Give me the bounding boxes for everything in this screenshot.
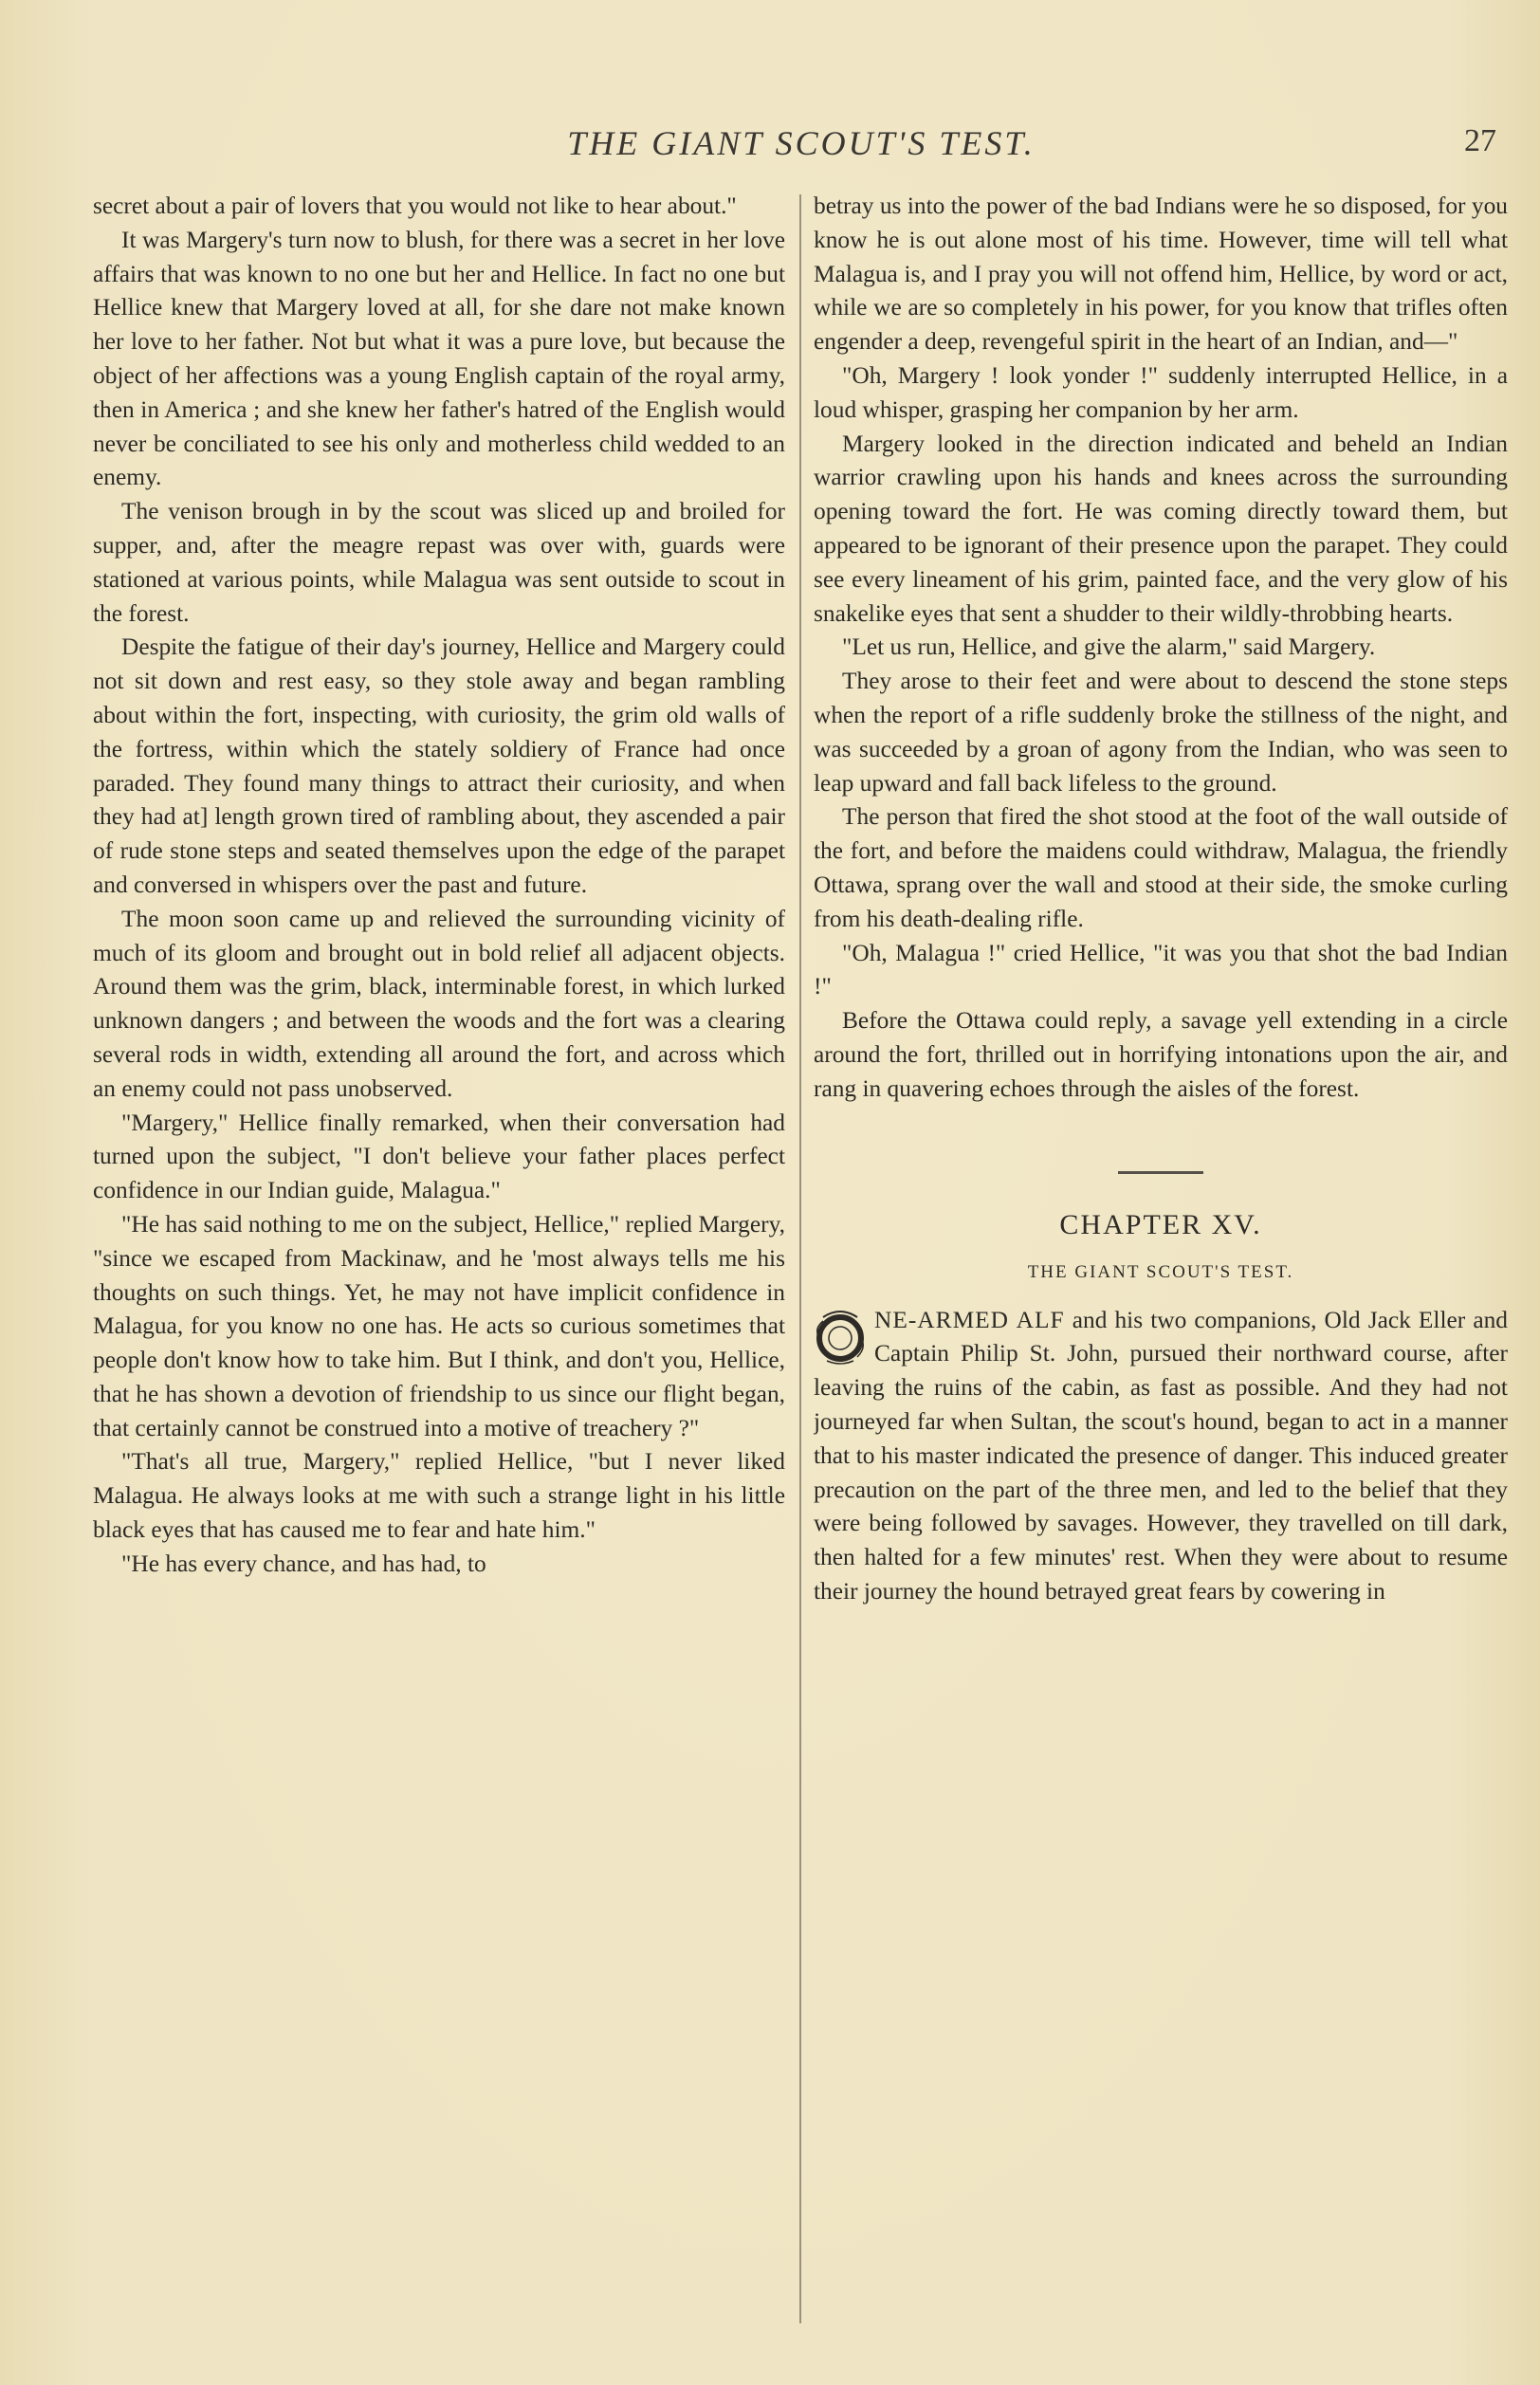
left-column xyxy=(93,190,785,2333)
chapter-first-paragraph xyxy=(814,1304,1508,1609)
paragraph: The person that fired the shot stood at the foot of the wall outside of the fort, and before the maidens could withdraw, Malagua, the friendly Ottawa, sprang over the wall and stood at their side, the smoke curling from his death-dealing rifle. xyxy=(814,803,1508,932)
paragraph: They arose to their feet and were about to descend the stone steps when the report of a rifle suddenly broke the stillness of the night, and was succeeded by a groan of agony from the Indian, who was seen to leap upward and fall back lifeless to the ground. xyxy=(814,668,1508,797)
paragraph: "Oh, Margery ! look yonder !" suddenly interrupted Hellice, in a loud whisper, grasping her companion by her arm. xyxy=(814,361,1508,423)
paragraph: "Margery," Hellice finally remarked, when their conversation had turned upon the subject, "I don't believe your father places perfect confidence in our Indian guide, Malagua." xyxy=(93,1109,785,1204)
paragraph: Margery looked in the direction indicated and beheld an Indian warrior crawling upon his hands and knees across the surrounding opening toward the fort. He was coming directly toward them, but appeared to be ignorant of their presence upon the parapet. They could see every lineament of his grim, painted face, and the very glow of his snakelike eyes that sent a shudder to their wildly-throbbing hearts. xyxy=(814,430,1508,627)
right-column xyxy=(814,190,1508,2333)
chapter-first-words: NE-ARMED ALF xyxy=(874,1306,1065,1333)
chapter-first-paragraph-text: and his two companions, Old Jack Eller and Captain Philip St. John, pursued their northward course, after leaving the ruins of the cabin, as fast as possible. And they had not journeyed far when Sultan, the scout's hound, began to act in a manner that to his master indicated the presence of danger. This induced greater precaution on the part of the three men, and led to the belief that they were being followed by savages. However, they travelled on till dark, then halted for a few minutes' rest. When they were about to resume their journey the hound betrayed great fears by cowering in xyxy=(814,1306,1508,1605)
section-ornament xyxy=(814,1154,1508,1192)
paragraph: Despite the fatigue of their day's journey, Hellice and Margery could not sit down and rest easy, so they stole away and began rambling about within the fort, inspecting, with curiosity, the grim old walls of the fortress, within which the stately soldiery of France had once paraded. They found many things to attract their curiosity, and when they had at] length grown tired of rambling about, they ascended a pair of rude stone steps and seated themselves upon the edge of the parapet and conversed in whispers over the past and future. xyxy=(93,633,785,898)
paragraph: "He has said nothing to me on the subject, Hellice," replied Margery, "since we escaped from Mackinaw, and he 'most always tells me his thoughts on such things. Yet, he may not have implicit confidence in Malagua, for you know no one has. He acts so curious sometimes that people don't know how to take him. But I think, and don't you, Hellice, that he has shown a devotion of friendship to us since our flight began, that certainly cannot be construed into a motive of treachery ?" xyxy=(93,1210,785,1441)
paragraph: "Let us run, Hellice, and give the alarm," said Margery. xyxy=(842,633,1376,661)
paragraph: betray us into the power of the bad Indians were he so disposed, for you know he is out alone most of his time. However, time will tell what Malagua is, and I pray you will not offend him, Hellice, by word or act, while we are so completely in his power, for you know that trifles often engender a deep, revengeful spirit in the heart of an Indian, and—" xyxy=(814,193,1508,356)
paragraph: "That's all true, Margery," replied Hellice, "but I never liked Malagua. He always looks at me with such a strange light in his little black eyes that has caused me to fear and hate him." xyxy=(93,1448,785,1544)
paragraph: "He has every chance, and has had, to xyxy=(121,1550,486,1577)
chapter-subtitle: THE GIANT SCOUT'S TEST. xyxy=(1027,1261,1294,1282)
paragraph: The moon soon came up and relieved the surrounding vicinity of much of its gloom and brought out in bold relief all adjacent objects. Around them was the grim, black, interminable forest, in which lurked unknown dangers ; and between the woods and the fort was a clearing several rods in width, extending all around the fort, and across which an enemy could not pass unobserved. xyxy=(93,905,785,1102)
paragraph: "Oh, Malagua !" cried Hellice, "it was you that shot the bad Indian !" xyxy=(814,939,1508,1000)
chapter-heading: CHAPTER XV. xyxy=(1059,1208,1262,1240)
ornament-rule xyxy=(1118,1171,1203,1174)
column-divider xyxy=(799,194,801,2323)
page-number: 27 xyxy=(1464,123,1496,158)
paragraph: It was Margery's turn now to blush, for there was a secret in her love affairs that was known to no one but her and Hellice. In fact no one but Hellice knew that Margery loved at all, for she dare not make known her love to her father. Not but what it was a pure love, but because the object of her affections was a young English captain of the royal army, then in America ; and she knew her father's hatred of the English would never be conciliated to see his only and motherless child wedded to an enemy. xyxy=(93,226,785,491)
paragraph: secret about a pair of lovers that you would not like to hear about." xyxy=(93,193,737,219)
paragraph: Before the Ottawa could reply, a savage yell extending in a circle around the fort, thrilled out in horrifying intonations upon the air, and rang in quavering echoes through the aisles of the forest. xyxy=(814,1007,1508,1102)
running-title: THE GIANT SCOUT'S TEST. xyxy=(567,124,1036,162)
running-head xyxy=(95,123,1508,169)
drop-cap-icon xyxy=(814,1308,867,1367)
paragraph: The venison brough in by the scout was sliced up and broiled for supper, and, after the meagre repast was over with, guards were stationed at various points, while Malagua was sent outside to scout in the forest. xyxy=(93,498,785,627)
